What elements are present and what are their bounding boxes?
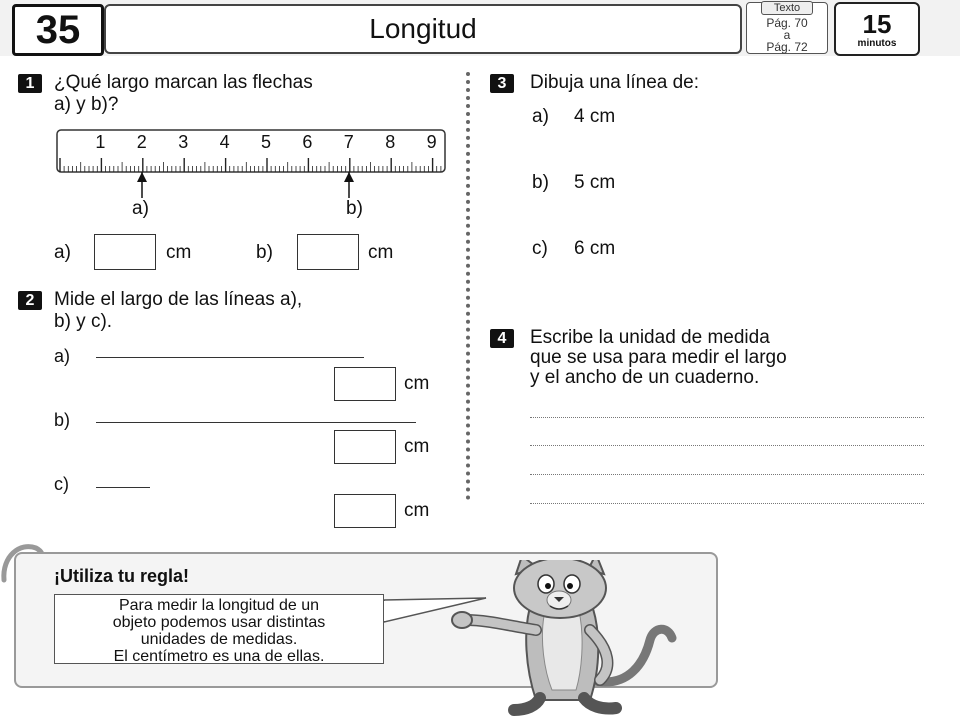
exercise-3-number: 3 xyxy=(490,74,514,93)
line-c-answer-box[interactable] xyxy=(334,494,396,528)
answer-line-4[interactable] xyxy=(530,503,924,504)
exercise-4-question-line1: Escribe la unidad de medida xyxy=(530,327,770,348)
ruler-number: 7 xyxy=(343,132,354,152)
line-c-label: c) xyxy=(54,474,69,494)
time-unit: minutos xyxy=(857,38,897,49)
draw-c-value: 6 cm xyxy=(574,238,616,259)
ruler-number: 6 xyxy=(302,132,313,152)
answer-a-box[interactable] xyxy=(94,234,156,270)
answer-line-3[interactable] xyxy=(530,474,924,475)
exercise-2-number: 2 xyxy=(18,291,42,310)
lesson-number: 35 xyxy=(12,4,104,56)
exercise-4-number: 4 xyxy=(490,329,514,348)
answer-b-box[interactable] xyxy=(297,234,359,270)
draw-a-label: a) xyxy=(532,106,549,127)
column-divider xyxy=(466,72,470,500)
ruler-number: 5 xyxy=(261,132,272,152)
line-a-unit: cm xyxy=(404,373,430,394)
time-badge xyxy=(834,2,920,56)
arrow-a-label: a) xyxy=(132,198,149,219)
ruler-number: 1 xyxy=(95,132,106,152)
exercise-4-question-line3: y el ancho de un cuaderno. xyxy=(530,367,760,388)
ruler-number: 9 xyxy=(426,132,437,152)
draw-c-label: c) xyxy=(532,238,548,259)
ruler-number: 4 xyxy=(219,132,230,152)
tip-line-1: Para medir la longitud de un xyxy=(118,597,320,614)
textbook-reference xyxy=(746,2,828,54)
tip-line-3: unidades de medidas. xyxy=(140,631,298,648)
ruler-number: 2 xyxy=(136,132,147,152)
ruler-number: 3 xyxy=(178,132,189,152)
text-ref-line1: Pág. 70 xyxy=(766,16,808,30)
line-a-answer-box[interactable] xyxy=(334,367,396,401)
line-c-unit: cm xyxy=(404,500,430,521)
line-a xyxy=(96,357,364,358)
exercise-1-question-line2: a) y b)? xyxy=(54,94,119,115)
answer-line-2[interactable] xyxy=(530,445,924,446)
tip-line-2: objeto podemos usar distintas xyxy=(112,614,326,631)
text-ref-line2: a xyxy=(783,28,791,42)
tip-title: ¡Utiliza tu regla! xyxy=(54,566,190,586)
exercise-4-question-line2: que se usa para medir el largo xyxy=(530,347,787,368)
time-value: 15 xyxy=(862,9,892,39)
answer-b-label: b) xyxy=(256,242,273,263)
ruler-number: 8 xyxy=(385,132,396,152)
tip-line-4: El centímetro es una de ellas. xyxy=(113,648,325,665)
exercise-3-question: Dibuja una línea de: xyxy=(530,72,700,93)
cat-mascot-illustration xyxy=(440,560,690,716)
answer-a-unit: cm xyxy=(166,242,192,263)
exercise-2-question-line1: Mide el largo de las líneas a), xyxy=(54,289,303,310)
arrow-b-head xyxy=(344,172,354,182)
line-c xyxy=(96,487,150,488)
line-b-answer-box[interactable] xyxy=(334,430,396,464)
arrow-a-head xyxy=(137,172,147,182)
draw-b-value: 5 cm xyxy=(574,172,616,193)
answer-b-unit: cm xyxy=(368,242,394,263)
line-a-label: a) xyxy=(54,346,71,366)
tip-speech-bubble xyxy=(54,594,384,664)
exercise-1-question-line1: ¿Qué largo marcan las flechas xyxy=(54,72,313,93)
text-ref-tag: Texto xyxy=(761,1,813,15)
exercise-2-question-line2: b) y c). xyxy=(54,311,113,332)
arrow-b-label: b) xyxy=(346,198,363,219)
page-title: Longitud xyxy=(104,4,742,54)
exercise-1-number: 1 xyxy=(18,74,42,93)
line-b-unit: cm xyxy=(404,436,430,457)
answer-a-label: a) xyxy=(54,242,71,263)
line-b xyxy=(96,422,416,423)
line-b-label: b) xyxy=(54,410,71,430)
text-ref-line3: Pág. 72 xyxy=(766,40,808,54)
draw-b-label: b) xyxy=(532,172,549,193)
answer-line-1[interactable] xyxy=(530,417,924,418)
draw-a-value: 4 cm xyxy=(574,106,616,127)
